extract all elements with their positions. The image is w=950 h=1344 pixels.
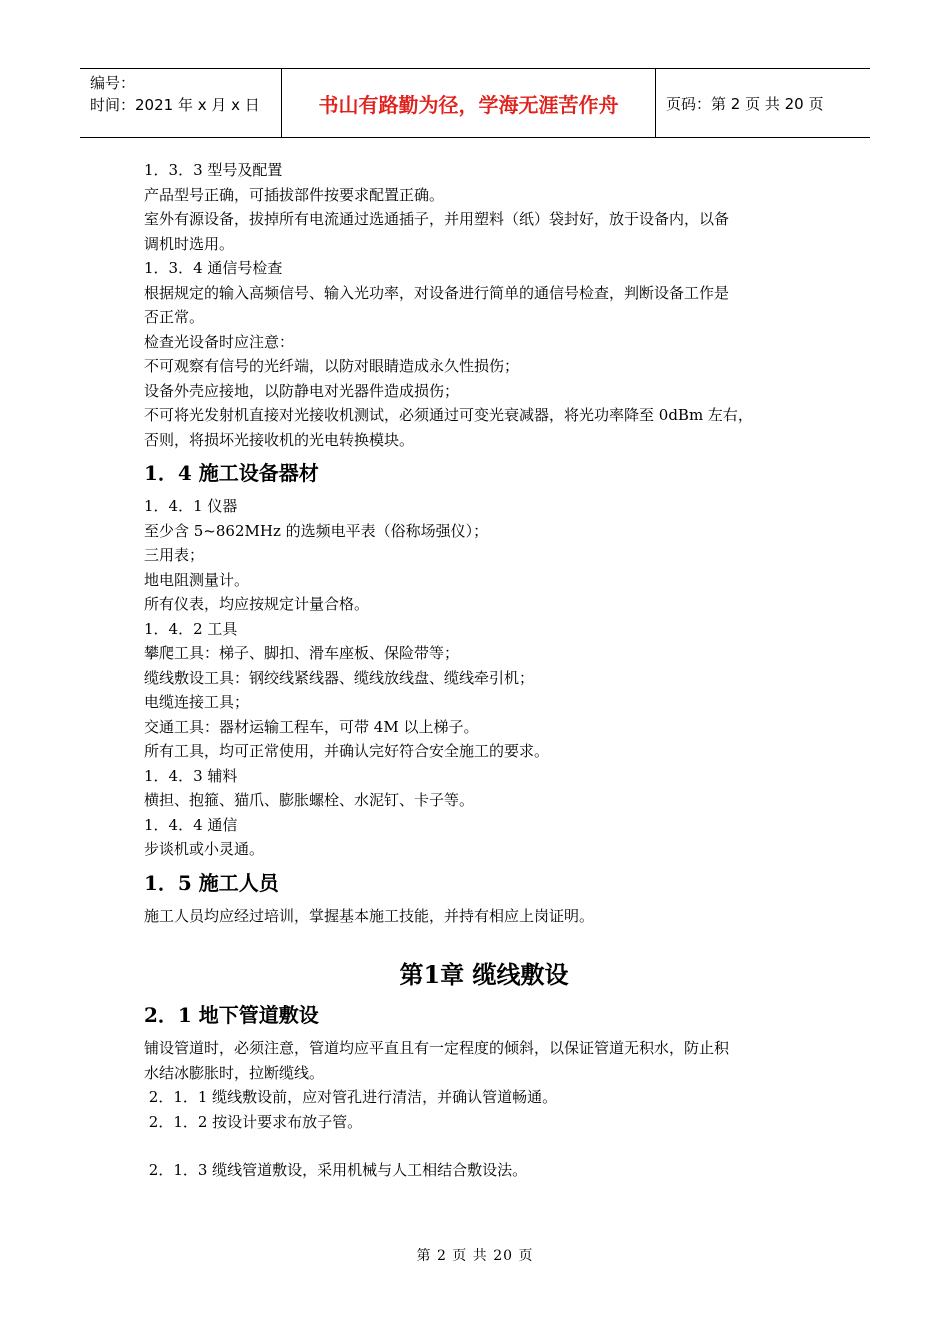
header-page-info: 页码：第 2 页 共 20 页: [666, 94, 824, 113]
list-item: 2．1．2 按设计要求布放子管。: [144, 1112, 363, 1131]
subsection-heading: 1．3．4 通信号检查: [144, 259, 283, 277]
section-heading-2-1: 2．1 地下管道敷设: [144, 1003, 319, 1027]
header-meta: [80, 69, 282, 137]
paragraph: 地电阻测量计。: [144, 570, 250, 589]
subsection-heading: 1．4．2 工具: [144, 619, 238, 638]
list-item: 2．1．3 缆线管道敷设，采用机械与人工相结合敷设法。: [144, 1161, 528, 1179]
paragraph: 调机时选用。: [144, 234, 235, 253]
paragraph: 室外有源设备，拔掉所有电流通过选通插子，并用塑料（纸）袋封好，放于设备内，以备: [144, 210, 730, 228]
paragraph: 检查光设备时应注意：: [144, 332, 295, 351]
paragraph: 交通工具：器材运输工程车，可带 4M 以上梯子。: [144, 717, 479, 736]
paragraph: 至少含 5~862MHz 的选频电平表（俗称场强仪）；: [144, 521, 489, 540]
paragraph: 不可观察有信号的光纤端，以防对眼睛造成永久性损伤；: [144, 357, 520, 375]
paragraph: 水结冰膨胀时，拉断缆线。: [144, 1063, 325, 1082]
section-heading-1-5: 1．5 施工人员: [144, 870, 279, 895]
spacer: [144, 1134, 824, 1158]
document-body: [144, 158, 824, 1183]
list-item: 2．1．1 缆线敷设前，应对管孔进行清洁，并确认管道畅通。: [144, 1088, 558, 1106]
subsection-heading: 1．4．3 辅料: [144, 766, 238, 785]
section-heading-1-4: 1．4 施工设备器材: [144, 461, 319, 485]
subsection-heading: 1．3．3 型号及配置: [144, 161, 283, 179]
paragraph: 根据规定的输入高频信号、输入光功率，对设备进行简单的通信号检查，判断设备工作是: [144, 283, 730, 302]
chapter-title: 第1章 缆线敷设: [399, 960, 569, 989]
paragraph: 步谈机或小灵通。: [144, 840, 265, 858]
paragraph: 设备外壳应接地，以防静电对光器件造成损伤；: [144, 381, 460, 400]
paragraph: 不可将光发射机直接对光接收机测试，必须通过可变光衰减器，将光功率降至 0dBm 左右，: [144, 406, 753, 424]
paragraph: 所有工具，均可正常使用，并确认完好符合安全施工的要求。: [144, 742, 550, 760]
paragraph: 否则，将损坏光接收机的光电转换模块。: [144, 430, 415, 449]
paragraph: 施工人员均应经过培训，掌握基本施工技能，并持有相应上岗证明。: [144, 906, 595, 925]
page-footer: 第 2 页 共 20 页: [416, 1248, 534, 1264]
subsection-heading: 1．4．1 仪器: [144, 497, 238, 515]
paragraph: 横担、抱箍、猫爪、膨胀螺栓、水泥钉、卡子等。: [144, 791, 475, 809]
document-number-label: 编号：: [90, 74, 136, 92]
paragraph: 攀爬工具：梯子、脚扣、滑车座板、保险带等；: [144, 644, 460, 662]
subsection-heading: 1．4．4 通信: [144, 815, 238, 834]
paragraph: 铺设管道时，必须注意，管道均应平直且有一定程度的倾斜，以保证管道无积水，防止积: [144, 1039, 730, 1057]
document-date: 时间：2021 年 x 月 x 日: [90, 96, 260, 114]
page-header: [80, 68, 870, 138]
paragraph: 所有仪表，均应按规定计量合格。: [144, 595, 370, 613]
paragraph: 缆线敷设工具：钢绞线紧线器、缆线放线盘、缆线牵引机；: [144, 668, 535, 687]
paragraph: 电缆连接工具；: [144, 693, 250, 711]
paragraph: 三用表；: [144, 546, 205, 564]
header-motto: 书山有路勤为径，学海无涯苦作舟: [282, 69, 656, 137]
paragraph: 产品型号正确，可插拔部件按要求配置正确。: [144, 185, 445, 204]
paragraph: 否正常。: [144, 308, 205, 326]
